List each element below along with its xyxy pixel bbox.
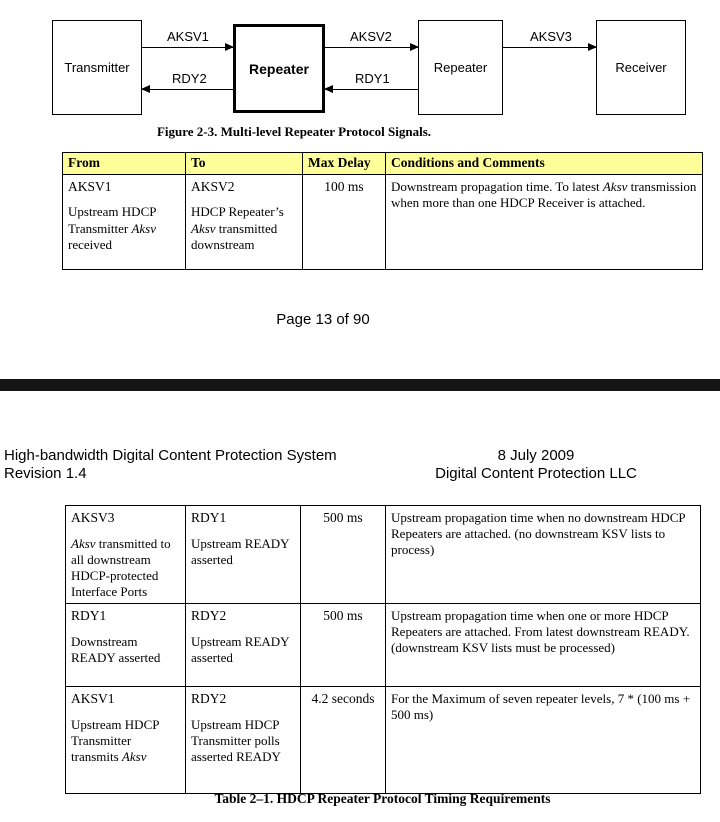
page2-header-right <box>408 447 664 483</box>
col-header-from: From <box>63 153 186 175</box>
cell-max-delay <box>301 506 386 604</box>
receiver-box: Receiver <box>596 20 686 115</box>
cell-conditions <box>386 506 701 604</box>
cell-conditions <box>386 174 703 269</box>
repeater-main-box: Repeater <box>233 24 325 113</box>
figure-caption: Figure 2-3. Multi-level Repeater Protocol Signals. <box>156 124 432 139</box>
cell-desc: Upstream propagation time when no downstream HDCP Repeaters are attached. (no downstream KSV lists to process) <box>391 510 686 558</box>
transmitter-box: Transmitter <box>52 20 142 115</box>
signal-label-rdy1: RDY1 <box>355 71 390 86</box>
cell-from <box>66 604 186 687</box>
repeater-2-box: Repeater <box>418 20 503 115</box>
cell-to <box>186 687 301 794</box>
table-row <box>66 687 701 794</box>
cell-title: AKSV1 <box>68 178 112 194</box>
arrow-aksv3 <box>503 47 596 48</box>
col-header-to: To <box>186 153 303 175</box>
arrow-rdy1 <box>325 89 418 90</box>
table-row <box>63 174 703 269</box>
arrow-aksv1 <box>142 47 233 48</box>
cell-desc: Upstream HDCP Transmitter Aksv received <box>68 204 156 252</box>
arrow-aksv2 <box>325 47 418 48</box>
cell-title: 4.2 seconds <box>311 691 375 707</box>
signal-label-aksv2: AKSV2 <box>350 29 392 44</box>
cell-desc: Upstream READY asserted <box>191 535 290 567</box>
cell-title: 500 ms <box>323 608 363 624</box>
arrow-rdy2 <box>142 89 233 90</box>
cell-title: AKSV1 <box>71 691 115 707</box>
table-caption: Table 2–1. HDCP Repeater Protocol Timing Requirements <box>214 791 551 806</box>
cell-to <box>186 506 301 604</box>
cell-max-delay <box>301 604 386 687</box>
cell-desc: Upstream propagation time when one or more HDCP Repeaters are attached. From latest downstream READY. (downstream KSV lists must be processed) <box>391 608 690 656</box>
col-header-conditions: Conditions and Comments <box>386 153 703 175</box>
document-company: Digital Content Protection LLC <box>435 465 637 482</box>
cell-title: AKSV3 <box>71 510 115 525</box>
table-header-row <box>63 153 703 175</box>
col-header-max-delay: Max Delay <box>303 153 386 175</box>
document-date: 8 July 2009 <box>497 447 575 464</box>
cell-max-delay <box>303 174 386 269</box>
cell-title: RDY1 <box>71 608 107 624</box>
cell-conditions <box>386 687 701 794</box>
signal-label-rdy2: RDY2 <box>172 71 207 86</box>
cell-title: 100 ms <box>324 178 364 194</box>
page-break-bar <box>0 379 720 391</box>
cell-desc: Downstream propagation time. To latest Aksv transmission when more than one HDCP Receiver is attached. <box>391 178 697 210</box>
cell-desc: Upstream HDCP Transmitter polls asserted READY <box>191 716 281 765</box>
signal-label-aksv3: AKSV3 <box>530 29 572 44</box>
cell-max-delay <box>301 687 386 794</box>
document-revision: Revision 1.4 <box>4 465 87 482</box>
cell-desc: Upstream READY asserted <box>191 633 290 666</box>
cell-to <box>186 174 303 269</box>
table-row <box>66 604 701 687</box>
cell-desc: Upstream HDCP Transmitter transmits Aksv <box>71 716 159 765</box>
cell-title: RDY1 <box>191 510 227 525</box>
timing-table-page1 <box>62 152 703 270</box>
cell-from <box>66 687 186 794</box>
page-number: Page 13 of 90 <box>276 311 370 328</box>
cell-title: RDY2 <box>191 691 227 707</box>
cell-desc: Aksv transmitted to all downstream HDCP-protected Interface Ports <box>71 535 171 600</box>
cell-to <box>186 604 301 687</box>
cell-desc: Downstream READY asserted <box>71 633 161 666</box>
cell-title: AKSV2 <box>191 178 235 194</box>
table-row <box>66 506 701 604</box>
document-title: High-bandwidth Digital Content Protection System <box>4 447 337 464</box>
signal-label-aksv1: AKSV1 <box>167 29 209 44</box>
cell-conditions <box>386 604 701 687</box>
cell-desc: HDCP Repeater’s Aksv transmitted downstream <box>191 204 284 252</box>
cell-from <box>66 506 186 604</box>
page2-header-left <box>4 447 337 483</box>
cell-desc: For the Maximum of seven repeater levels, 7 * (100 ms + 500 ms) <box>391 691 691 723</box>
timing-table-page2 <box>65 505 701 794</box>
cell-from <box>63 174 186 269</box>
cell-title: 500 ms <box>323 510 363 525</box>
cell-title: RDY2 <box>191 608 227 624</box>
